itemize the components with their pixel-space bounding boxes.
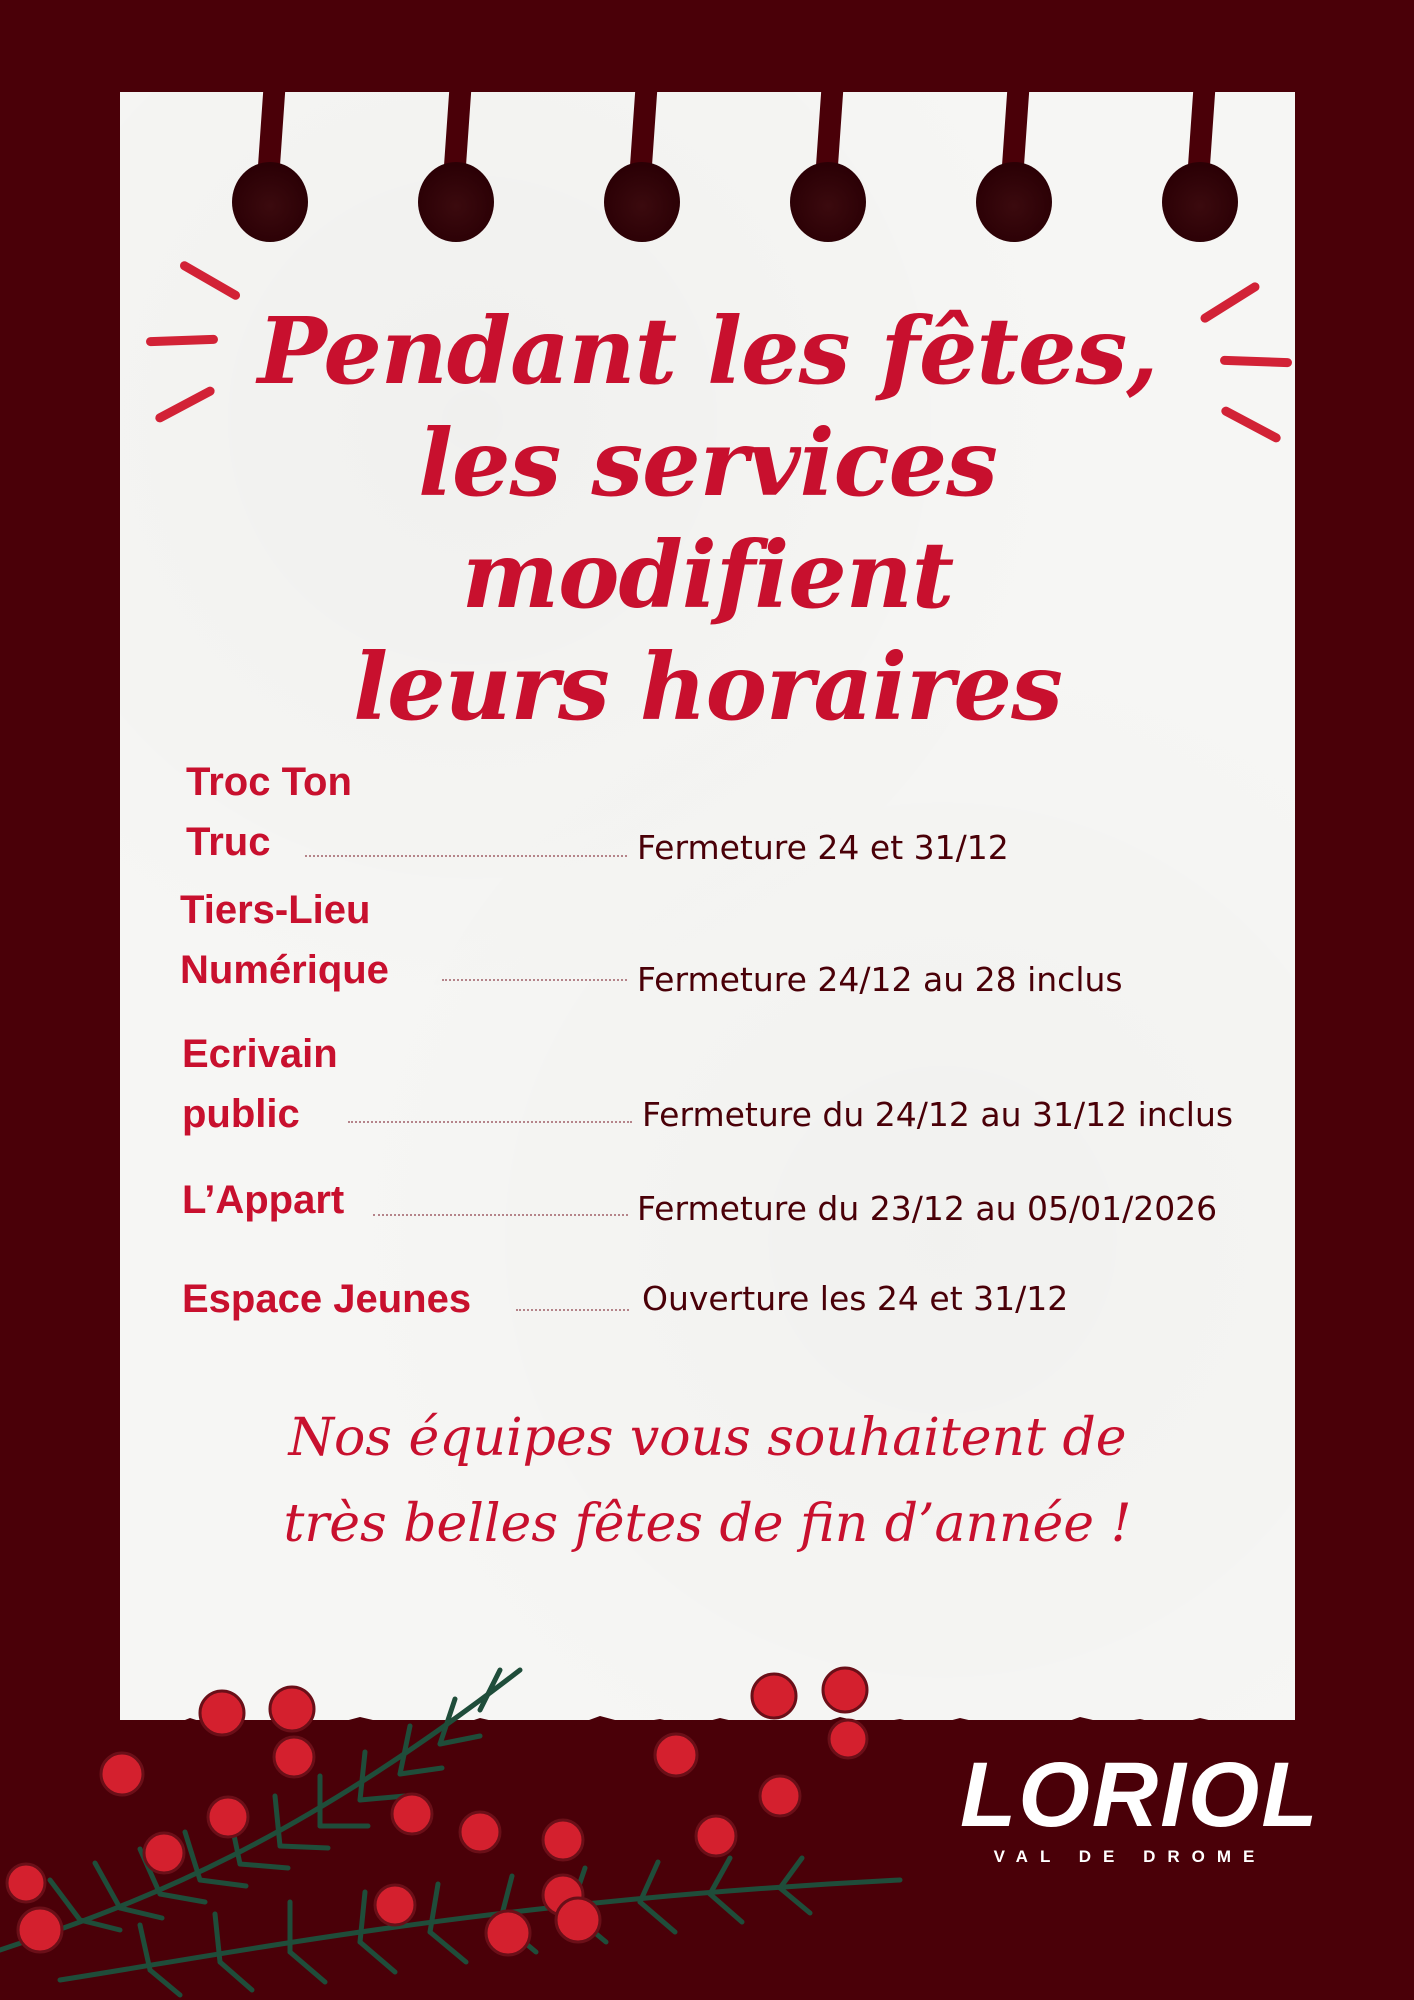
service-detail: Fermeture du 23/12 au 05/01/2026 [637, 1189, 1218, 1228]
service-name-ecrivain-public: Ecrivain public [182, 1032, 338, 1136]
dotted-leader [516, 1309, 629, 1311]
service-name-troc-ton-truc: Troc Ton Truc [186, 760, 352, 864]
service-name-espace-jeunes: Espace Jeunes [182, 1277, 472, 1321]
title-line: Pendant les fêtes, [257, 297, 1158, 405]
closing-message [160, 1395, 1255, 1567]
dotted-leader [442, 979, 627, 981]
binding-hole [230, 92, 310, 252]
service-name-lappart: L’Appart [182, 1178, 345, 1222]
service-detail: Fermeture 24 et 31/12 [637, 828, 1009, 867]
loriol-logo [960, 1744, 1320, 1885]
title-line: leurs horaires [353, 633, 1062, 741]
service-detail: Ouverture les 24 et 31/12 [642, 1279, 1069, 1318]
pine-branch-icon [0, 1670, 900, 1995]
service-detail: Fermeture 24/12 au 28 inclus [637, 960, 1123, 999]
closing-line: Nos équipes vous souhaitent de [288, 1408, 1127, 1468]
logo-wordmark: LORIOL [960, 1744, 1320, 1846]
dotted-leader [348, 1121, 632, 1123]
binding-hole [416, 92, 496, 252]
logo-subtitle: VAL DE DROME [993, 1847, 1267, 1866]
title-line: les services modifient [418, 409, 997, 629]
pine-and-berries-decoration [0, 1650, 920, 2000]
dotted-leader [373, 1214, 628, 1216]
binding-hole [1160, 92, 1240, 252]
service-name-tiers-lieu: Tiers-Lieu Numérique [180, 888, 389, 992]
binding-hole [602, 92, 682, 252]
page-title [160, 295, 1255, 743]
binding-hole [788, 92, 868, 252]
service-detail: Fermeture du 24/12 au 31/12 inclus [642, 1095, 1234, 1134]
dotted-leader [305, 855, 627, 857]
binding-hole [974, 92, 1054, 252]
closing-line: très belles fêtes de fin d’année ! [283, 1494, 1132, 1554]
